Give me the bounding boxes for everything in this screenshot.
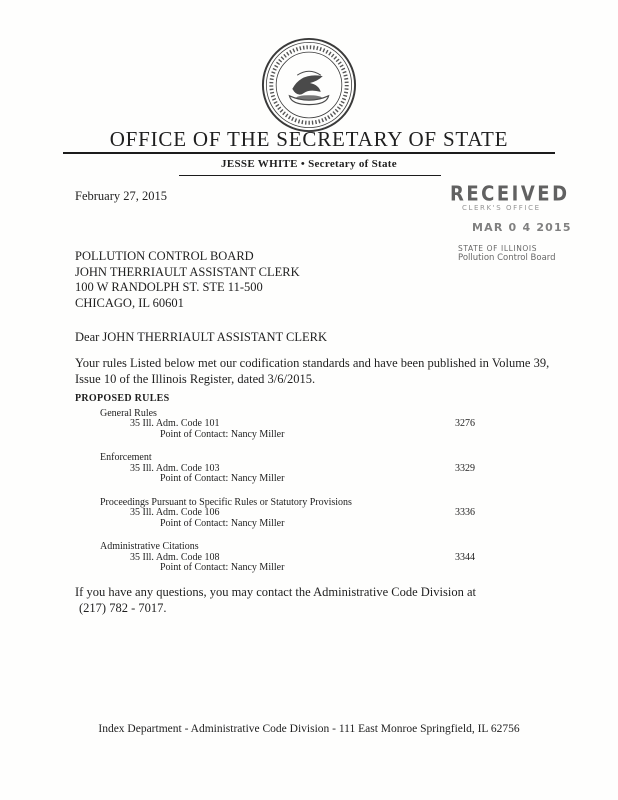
rule-entry bbox=[75, 409, 550, 441]
received-stamp-title: RECEIVED bbox=[450, 182, 570, 207]
office-title: OFFICE OF THE SECRETARY OF STATE bbox=[109, 127, 509, 151]
rule-page-number: 3344 bbox=[455, 551, 475, 563]
recipient-line-1: POLLUTION CONTROL BOARD bbox=[75, 249, 254, 263]
rule-page-number: 3336 bbox=[455, 507, 475, 518]
received-stamp-board: Pollution Control Board bbox=[458, 253, 556, 263]
letter-date: February 27, 2015 bbox=[75, 189, 167, 203]
rule-contact: Point of Contact: Nancy Miller bbox=[160, 517, 285, 529]
rule-contact: Point of Contact: Nancy Miller bbox=[160, 473, 285, 484]
closing-paragraph bbox=[75, 584, 557, 616]
rule-contact: Point of Contact: Nancy Miller bbox=[160, 428, 285, 440]
rule-page-number: 3329 bbox=[455, 462, 475, 474]
secretary-line: JESSE WHITE • Secretary of State bbox=[221, 158, 397, 170]
recipient-address bbox=[75, 249, 300, 311]
rule-code: 35 Ill. Adm. Code 106 bbox=[130, 507, 220, 518]
rule-entry bbox=[75, 498, 550, 530]
secretary-underline bbox=[179, 175, 441, 176]
footer: Index Department - Administrative Code Division - 111 East Monroe Springfield, IL 62756 bbox=[98, 723, 520, 735]
recipient-line-4: CHICAGO, IL 60601 bbox=[75, 295, 184, 310]
title-underline bbox=[63, 152, 555, 154]
recipient-line-2: JOHN THERRIAULT ASSISTANT CLERK bbox=[75, 264, 300, 279]
received-stamp-date: MAR 0 4 2015 bbox=[472, 221, 572, 234]
received-stamp bbox=[450, 182, 590, 263]
received-stamp-office: CLERK'S OFFICE bbox=[462, 204, 541, 212]
closing-line-2: (217) 782 - 7017. bbox=[79, 601, 167, 615]
rule-code: 35 Ill. Adm. Code 103 bbox=[130, 462, 220, 474]
proposed-rules-heading: PROPOSED RULES bbox=[75, 393, 170, 404]
rule-category: General Rules bbox=[100, 407, 157, 419]
body-paragraph: Your rules Listed below met our codification standards and have been published in Volume 39, Issue 10 of the Illinois Register, dated 3/6/2015. bbox=[75, 356, 550, 386]
received-stamp-state: STATE OF ILLINOIS bbox=[458, 244, 538, 253]
rule-category: Enforcement bbox=[100, 452, 152, 463]
recipient-line-3: 100 W RANDOLPH ST. STE 11-500 bbox=[75, 280, 263, 294]
rule-page-number: 3276 bbox=[455, 418, 475, 429]
rule-category: Proceedings Pursuant to Specific Rules or Statutory Provisions bbox=[100, 496, 352, 508]
closing-line-1: If you have any questions, you may contact the Administrative Code Division at bbox=[75, 585, 476, 599]
rule-code: 35 Ill. Adm. Code 108 bbox=[130, 551, 220, 563]
rule-code: 35 Ill. Adm. Code 101 bbox=[130, 418, 220, 429]
rule-category: Administrative Citations bbox=[100, 541, 199, 552]
proposed-rules-section bbox=[75, 394, 550, 587]
salutation: Dear JOHN THERRIAULT ASSISTANT CLERK bbox=[75, 330, 328, 344]
illinois-state-seal-icon bbox=[260, 36, 358, 134]
rule-entry bbox=[75, 453, 550, 485]
rule-entry bbox=[75, 542, 550, 574]
rule-contact: Point of Contact: Nancy Miller bbox=[160, 562, 285, 573]
